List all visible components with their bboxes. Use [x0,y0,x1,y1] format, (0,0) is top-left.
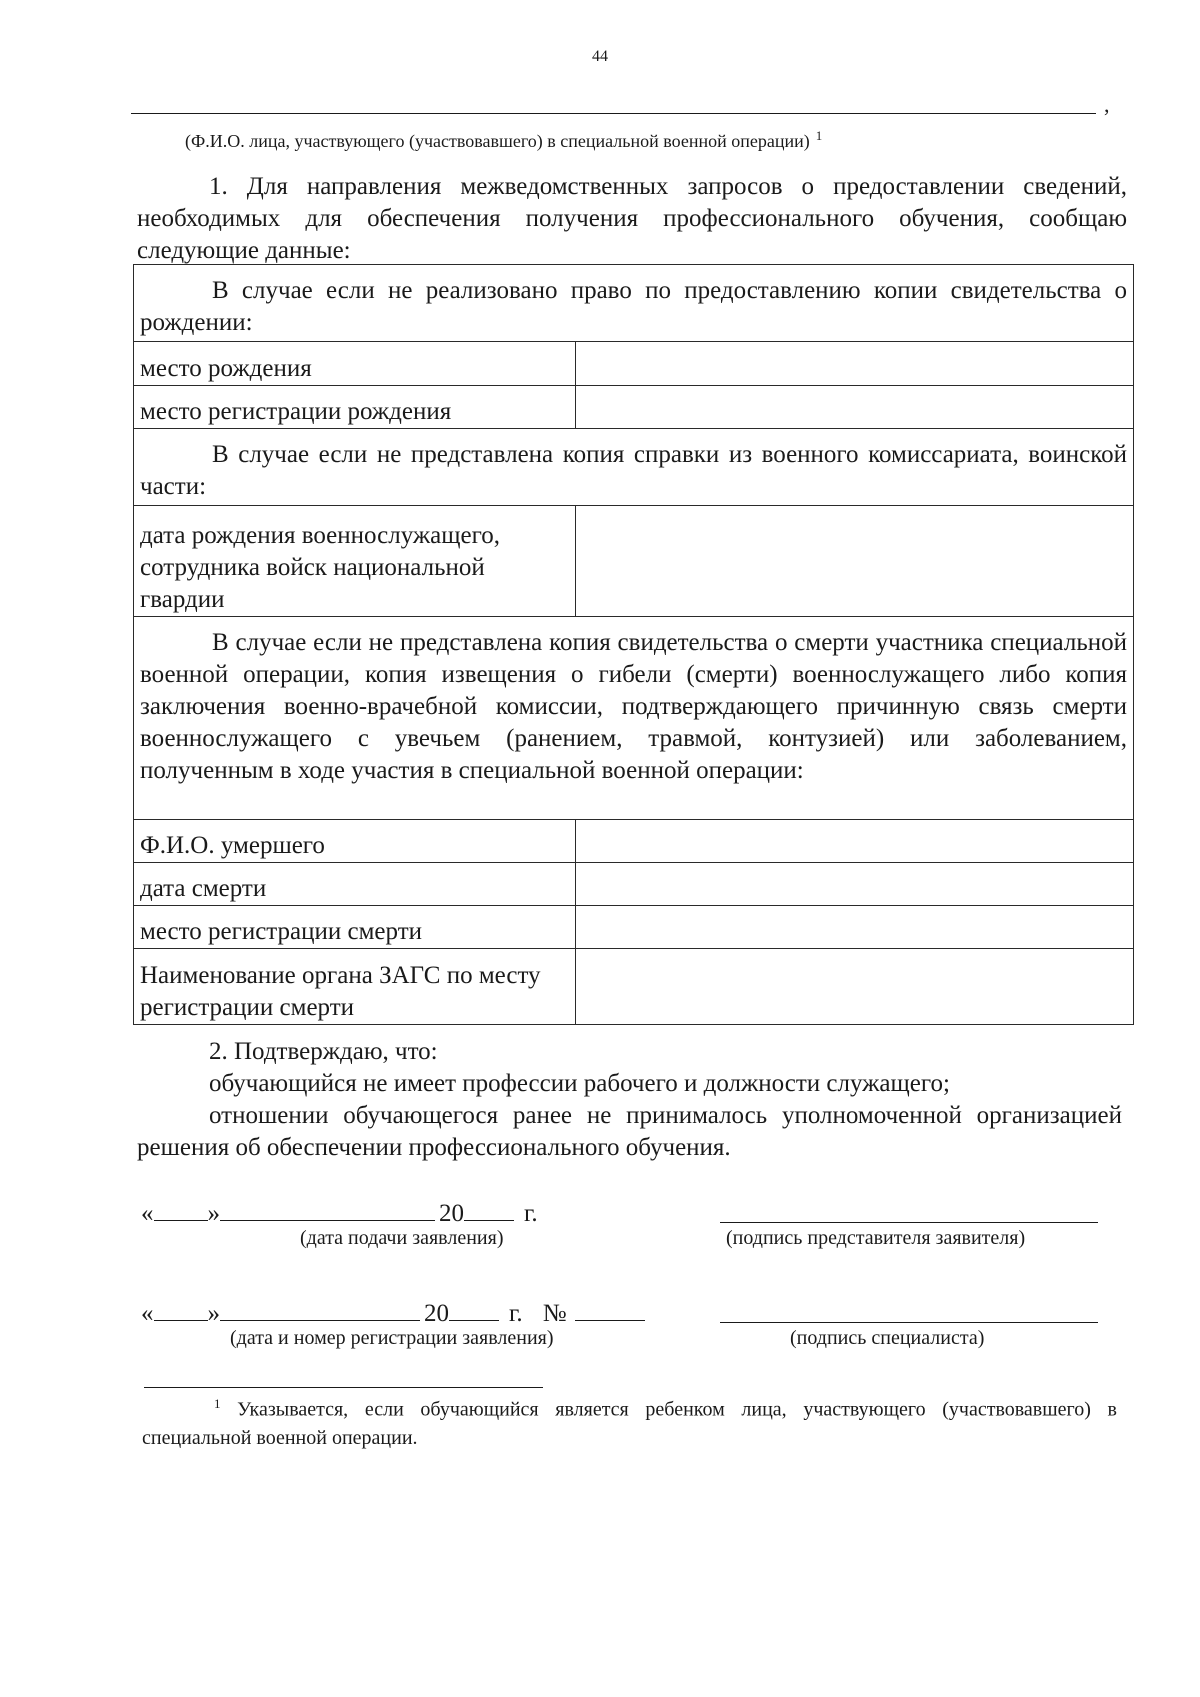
row-label-birth-registration-place: место регистрации рождения [134,386,576,429]
table-row [134,506,1134,617]
value-cell-birth-place[interactable] [576,342,1134,386]
application-date-caption: (дата подачи заявления) [300,1227,504,1249]
year-prefix: 20 [439,1200,464,1227]
table-row [134,906,1134,949]
year-field[interactable] [449,1296,499,1321]
registration-date-row [141,1296,645,1328]
row-label-birth-place: место рождения [134,342,576,386]
month-field[interactable] [220,1296,420,1321]
number-sign: № [542,1300,567,1327]
block3-header-cell [134,617,1134,820]
row-label-death-registration-place: место регистрации смерти [134,906,576,949]
fio-caption-text: (Ф.И.О. лица, участвующего (участвовавшего) в специальной военной операции) [185,131,810,151]
value-cell-death-registration-place[interactable] [576,906,1134,949]
block1-header-cell [134,265,1134,342]
day-field[interactable] [154,1196,208,1221]
close-quote: » [207,1200,220,1227]
block1-header-row [134,265,1134,342]
open-quote: « [141,1200,154,1227]
specialist-signature-line[interactable] [720,1322,1098,1323]
value-cell-birth-registration-place[interactable] [576,386,1134,429]
specialist-signature-caption: (подпись специалиста) [790,1327,985,1349]
section2-line2: отношении обучающегося ранее не принималось уполномоченной организацией решения об обеспечении профессионального обучения. [137,1102,1122,1161]
value-cell-serviceman-birth-date[interactable] [576,506,1134,617]
registration-number-field[interactable] [575,1296,645,1321]
block1-header: В случае если не реализовано право по предоставлению копии свидетельства о рождении: [140,277,1127,336]
footnote-mark: 1 [214,1396,221,1411]
value-cell-deceased-fio[interactable] [576,820,1134,863]
block2-header: В случае если не представлена копия справки из военного комиссариата, воинской части: [140,441,1127,500]
footnote [142,1390,1117,1452]
open-quote: « [141,1300,154,1327]
registration-date-caption: (дата и номер регистрации заявления) [230,1327,554,1349]
row-label-zags-name: Наименование органа ЗАГС по месту регистрации смерти [134,949,576,1025]
year-prefix: 20 [424,1300,449,1327]
application-date-row [141,1196,538,1228]
page-number: 44 [592,48,608,65]
footnote-text: Указывается, если обучающийся является ребенком лица, участвующего (участвовавшего) в специальной военной операции. [142,1398,1117,1449]
applicant-representative-signature-line[interactable] [720,1222,1098,1223]
block2-header-row [134,429,1134,506]
value-cell-death-date[interactable] [576,863,1134,906]
section2-line1: обучающийся не имеет профессии рабочего и должности служащего; [209,1070,950,1097]
table-row [134,863,1134,906]
table-row [134,820,1134,863]
applicant-representative-signature-caption: (подпись представителя заявителя) [726,1227,1026,1249]
table-row [134,386,1134,429]
table-row [134,342,1134,386]
data-table [133,264,1134,1025]
row-label-serviceman-birth-date: дата рождения военнослужащего, сотрудника войск национальной гвардии [134,506,576,617]
year-suffix: г. [509,1300,523,1327]
block3-header-row [134,617,1134,820]
footnote-separator [144,1387,543,1388]
day-field[interactable] [154,1296,208,1321]
close-quote: » [207,1300,220,1327]
table-row [134,949,1134,1025]
row-label-deceased-fio: Ф.И.О. умершего [134,820,576,863]
year-field[interactable] [464,1196,514,1221]
month-field[interactable] [220,1196,435,1221]
fio-input-line[interactable] [131,113,1096,114]
section1-intro: 1. Для направления межведомственных запросов о предоставлении сведений, необходимых для обеспечения получения профессионального обучения, сообщаю следующие данные: [137,173,1127,264]
block2-header-cell [134,429,1134,506]
fio-comma: , [1104,92,1110,117]
fio-caption [185,128,822,152]
block3-header: В случае если не представлена копия свидетельства о смерти участника специальной военной операции, копия извещения о гибели (смерти) военнослужащего либо копия заключения военно-врачебной комиссии, подтверждающего причинную связь смерти военнослужащего с увечьем (ранением, травмой, контузией) или заболеванием, полученным в ходе участия в специальной военной операции: [140,629,1127,784]
value-cell-zags-name[interactable] [576,949,1134,1025]
fio-footnote-mark: 1 [815,128,823,143]
section2 [137,1036,1122,1164]
footnote-paragraph [142,1390,1117,1452]
row-label-death-date: дата смерти [134,863,576,906]
year-suffix: г. [524,1200,538,1227]
section2-title: 2. Подтверждаю, что: [209,1038,438,1065]
